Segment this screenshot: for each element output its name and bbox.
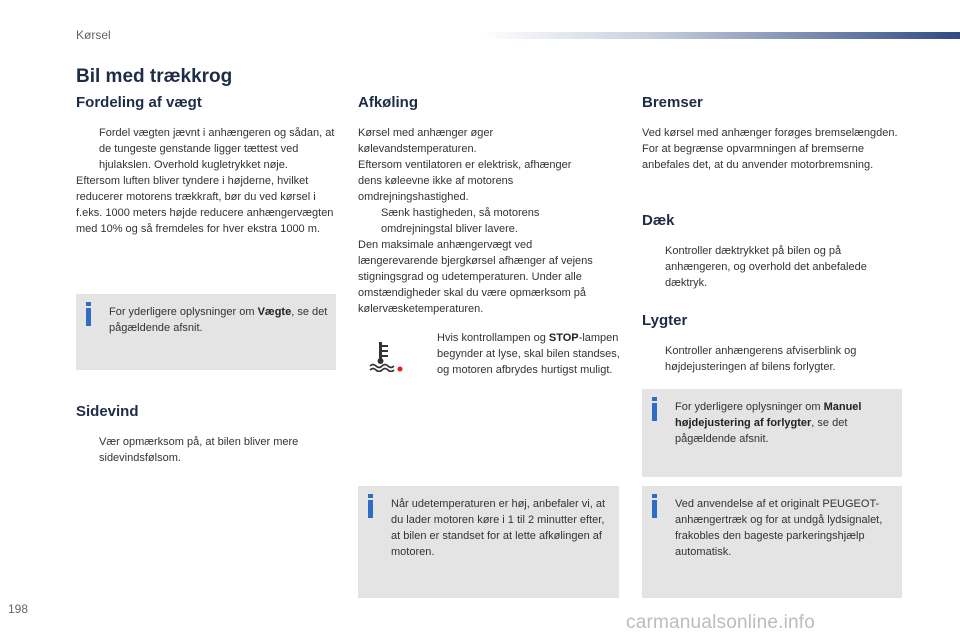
para-bremser-2: For at begrænse opvarmningen af bremserne anbefales det, at du anvender motorbremsning.: [642, 143, 874, 171]
info-icon-bar: [368, 500, 373, 518]
bullet-fordeling: [76, 125, 338, 173]
info-box-udetemp: [358, 486, 619, 598]
para-bremser-1: Ved kørsel med anhænger forøges bremselængden.: [642, 127, 898, 139]
heading-fordeling: Fordeling af vægt: [76, 94, 202, 111]
bullet-fordeling-text: Fordel vægten jævnt i anhængeren og sådan, at de tungeste genstande ligger tættest ved hjulakslen. Overhold kugletrykket nøje.: [99, 127, 335, 171]
para-afkoling-2: Eftersom ventilatoren er elektrisk, afhænger dens køleevne ikke af motorens omdrejningshastighed.: [358, 159, 572, 203]
column-bremser: [642, 94, 904, 173]
column-fordeling: [76, 94, 338, 237]
column-sidevind: [76, 403, 338, 466]
info-icon: [368, 494, 373, 498]
info-icon-bar: [86, 308, 91, 326]
info-icon: [86, 302, 91, 306]
bullet-sidevind-text: Vær opmærksom på, at bilen bliver mere sidevindsfølsom.: [99, 436, 299, 464]
bullet-daek-text: Kontroller dæktrykket på bilen og på anhængeren, og overhold det anbefalede dæktryk.: [665, 245, 867, 289]
header-bar: [480, 32, 960, 39]
heading-afkoling: Afkøling: [358, 94, 418, 111]
bullet-daek: [642, 243, 904, 291]
column-lygter: [642, 312, 904, 375]
heading-bremser: Bremser: [642, 94, 703, 111]
info-peugeot-text: Ved anvendelse af et originalt PEUGEOT-anhængertræk og for at undgå lydsignalet, frakobles den bageste parkeringshjælp automatisk.: [675, 498, 883, 558]
para-afkoling-1: Kørsel med anhænger øger kølevandstemperaturen.: [358, 127, 494, 155]
info-box-peugeot: [642, 486, 902, 598]
heading-daek: Dæk: [642, 212, 675, 229]
bullet-lygter-text: Kontroller anhængerens afviserblink og højdejusteringen af bilens forlygter.: [665, 345, 857, 373]
info-lygter-text: For yderligere oplysninger om Manuel højdejustering af forlygter, se det pågældende afsnit.: [675, 401, 862, 445]
info-vaegt-text: For yderligere oplysninger om Vægte, se det pågældende afsnit.: [109, 306, 328, 334]
page-title: Bil med trækkrog: [76, 66, 233, 87]
info-box-lygter: [642, 389, 902, 477]
info-icon: [652, 494, 657, 498]
info-icon-bar: [652, 403, 657, 421]
coolant-temperature-warning-icon: [369, 340, 405, 372]
column-afkoling: [358, 94, 598, 317]
bullet-afkoling: [358, 205, 598, 237]
heading-lygter: Lygter: [642, 312, 688, 329]
info-icon: [652, 397, 657, 401]
warning-text-block: [414, 330, 627, 378]
section-label: Kørsel: [76, 28, 111, 42]
info-udetemp-text: Når udetemperaturen er høj, anbefaler vi, at du lader motoren køre i 1 til 2 minutter efter, at bilen er standset for at lette afkølingen af motoren.: [391, 498, 606, 558]
warning-text: Hvis kontrollampen og STOP-lampen begynder at lyse, skal bilen standses, og motoren afbrydes hurtigst muligt.: [437, 332, 620, 376]
info-box-vaegt: [76, 294, 336, 370]
page-number: 198: [8, 602, 29, 616]
info-icon-bar: [652, 500, 657, 518]
heading-sidevind: Sidevind: [76, 403, 139, 420]
bullet-lygter: [642, 343, 904, 375]
watermark: carmanualsonline.info: [626, 612, 816, 633]
bullet-afkoling-text: Sænk hastigheden, så motorens omdrejningstal bliver lavere.: [381, 207, 540, 235]
para-afkoling-3: Den maksimale anhængervægt ved længerevarende bjergkørsel afhænger af vejens stigningsgrad og udetemperaturen. Under alle omstændigheder skal du være opmærksom på kølervæsketemperaturen.: [358, 239, 593, 315]
para-fordeling: Eftersom luften bliver tyndere i højderne, hvilket reducerer motorens trækkraft, bør du ved kørsel i f.eks. 1000 meters højde reducere anhængervægten med 10% og så fremdeles for hver ekstra 1000 m.: [76, 175, 334, 235]
bullet-sidevind: [76, 434, 338, 466]
column-daek: [642, 212, 904, 291]
